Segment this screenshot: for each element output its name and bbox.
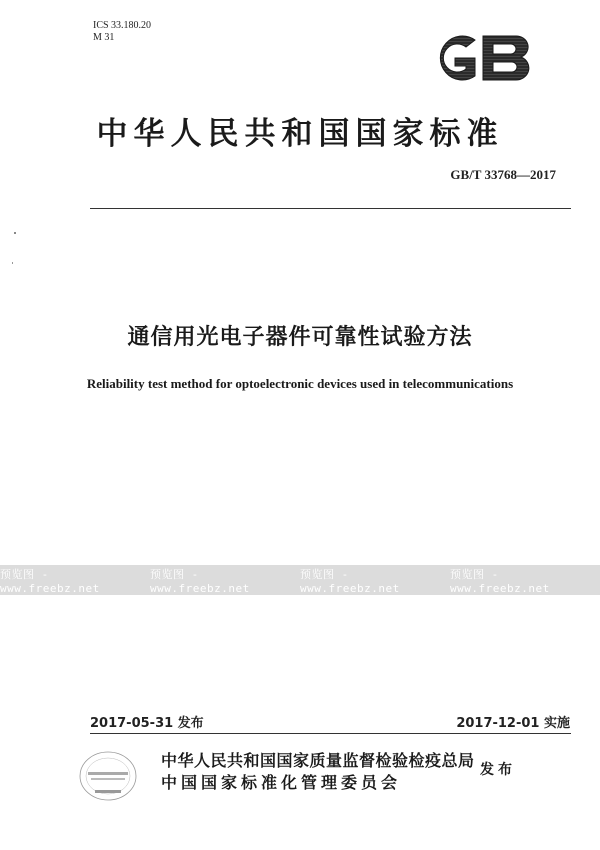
- scan-speck: [14, 232, 16, 234]
- scan-speck: [12, 262, 13, 264]
- document-title-en: Reliability test method for optoelectronic devices used in telecommunications: [86, 376, 514, 391]
- anti-counterfeit-seal: [75, 748, 141, 808]
- standard-title: 中华人民共和国国家标准: [96, 116, 504, 152]
- issuer-line-2: 中国国家标准化管理委员会: [161, 773, 402, 792]
- document-title-cn: 通信用光电子器件可靠性试验方法: [127, 325, 473, 350]
- watermark-text: 预览图 - www.freebz.net: [450, 567, 550, 595]
- release-label: 发布: [480, 762, 516, 778]
- standard-number: GB/T 33768—2017: [450, 167, 556, 182]
- gb-logo-g: [440, 36, 475, 80]
- header-divider: [90, 208, 571, 209]
- issuer-line-1: 中华人民共和国国家质量监督检验检疫总局: [161, 751, 475, 770]
- ics-code: ICS 33.180.20: [93, 20, 152, 31]
- issue-date: 2017-05-31 发布: [90, 716, 204, 731]
- class-code: M 31: [93, 32, 115, 43]
- watermark-text: 预览图 - www.freebz.net: [0, 567, 100, 595]
- watermark-text: 预览图 - www.freebz.net: [150, 567, 250, 595]
- implementation-date: 2017-12-01 实施: [456, 716, 570, 731]
- gb-logo-b: [483, 36, 529, 80]
- gb-logo: [421, 28, 541, 88]
- footer-divider: [90, 733, 571, 734]
- watermark-band: [0, 565, 600, 595]
- watermark-text: 预览图 - www.freebz.net: [300, 567, 400, 595]
- classification-codes: [93, 20, 151, 44]
